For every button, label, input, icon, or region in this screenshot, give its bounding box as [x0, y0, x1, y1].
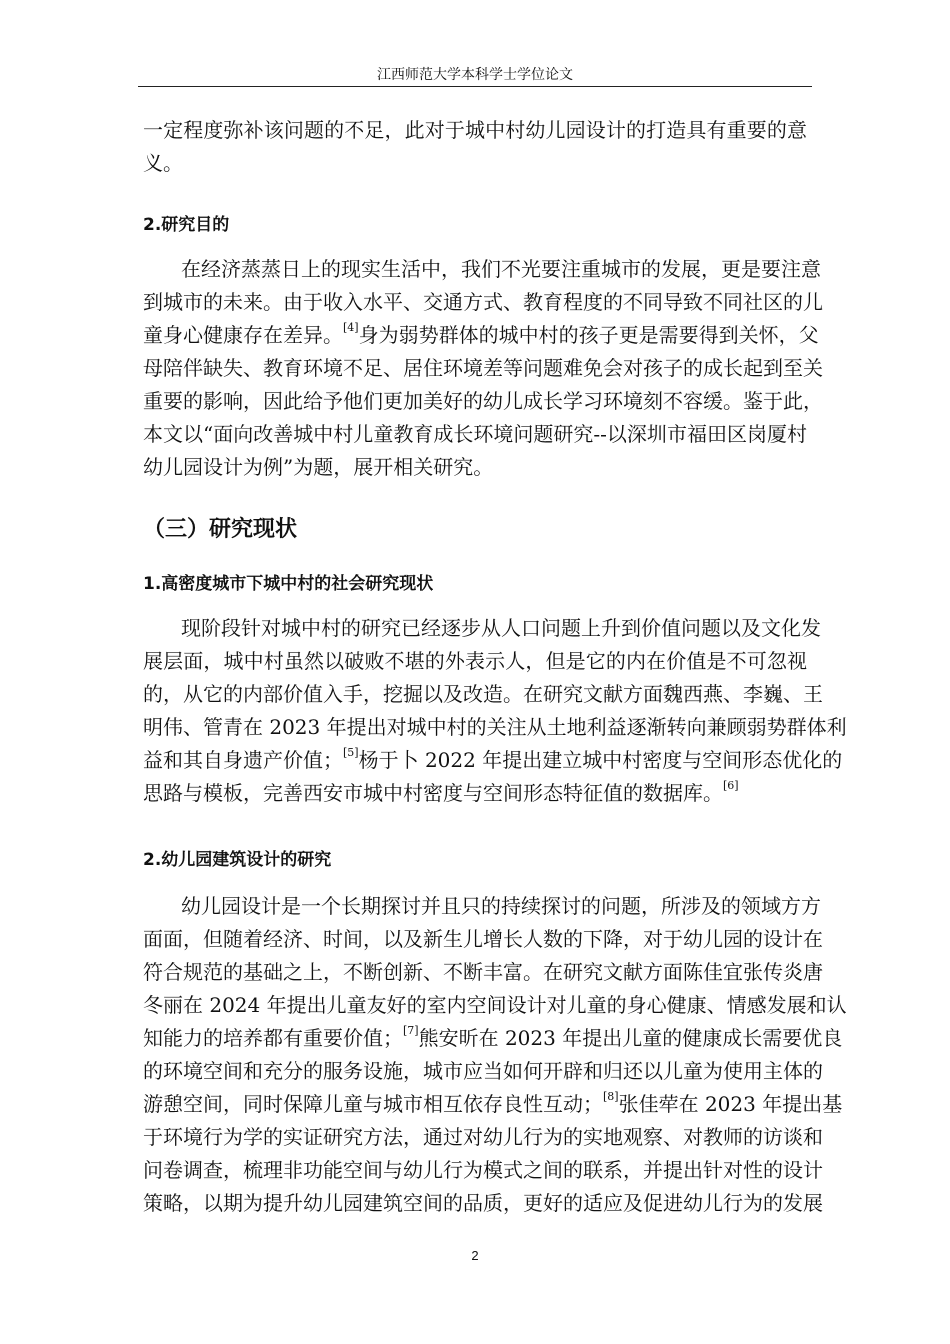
heading-research-purpose: 2.研究目的	[143, 215, 230, 235]
text-line	[143, 989, 847, 1022]
heading-social-research: 1.高密度城市下城中村的社会研究现状	[143, 574, 434, 594]
text-line	[143, 451, 807, 484]
header-rule	[138, 86, 812, 87]
text-run: 本文以“面向改善城中村儿童教育成长环境问题研究--以深圳市福田区岗厦村	[143, 422, 807, 446]
text-run: 策略，以期为提升幼儿园建筑空间的品质，更好的适应及促进幼儿行为的发展	[143, 1191, 823, 1215]
text-line	[143, 956, 823, 989]
paragraph-kindergarten-research	[143, 890, 847, 1220]
text-line	[143, 1187, 823, 1220]
heading-research-status: （三）研究现状	[143, 517, 298, 542]
text-line	[143, 418, 807, 451]
text-line	[143, 678, 823, 711]
text-run: 益和其自身遗产价值；	[143, 748, 343, 772]
text-line	[143, 385, 823, 418]
text-run: 游憩空间，同时保障儿童与城市相互依存良性互动；	[143, 1092, 603, 1116]
running-header: 江西师范大学本科学士学位论文	[377, 67, 573, 83]
text-line	[143, 711, 847, 744]
text-run: 现阶段针对城中村的研究已经逐步从人口问题上升到价值问题以及文化发	[181, 616, 821, 640]
heading-kindergarten-research: 2.幼儿园建筑设计的研究	[143, 850, 332, 870]
paragraph-continued	[143, 114, 807, 180]
text-line	[143, 890, 821, 923]
text-line	[143, 114, 807, 147]
text-line	[143, 1055, 823, 1088]
text-run: 的，从它的内部价值入手，挖掘以及改造。在研究文献方面魏西燕、李巍、王	[143, 682, 823, 706]
text-line	[143, 286, 823, 319]
text-line	[143, 352, 823, 385]
text-run: 于环境行为学的实证研究方法，通过对幼儿行为的实地观察、对教师的访谈和	[143, 1125, 823, 1149]
text-line	[143, 777, 807, 810]
text-run: 一定程度弥补该问题的不足，此对于城中村幼儿园设计的打造具有重要的意	[143, 118, 807, 142]
page-number: 2	[471, 1248, 479, 1263]
text-run: 在经济蒸蒸日上的现实生活中，我们不光要注重城市的发展，更是要注意	[181, 257, 821, 281]
citation-ref: [7]	[403, 1024, 419, 1037]
text-line	[143, 319, 819, 352]
text-run: 展层面，城中村虽然以破败不堪的外表示人，但是它的内在价值是不可忽视	[143, 649, 807, 673]
text-run: 面面，但随着经济、时间，以及新生儿增长人数的下降，对于幼儿园的设计在	[143, 927, 823, 951]
text-run: 幼儿园设计为例”为题，展开相关研究。	[143, 455, 494, 479]
text-run: 重要的影响，因此给予他们更加美好的幼儿成长学习环境刻不容缓。鉴于此，	[143, 389, 823, 413]
text-run: 童身心健康存在差异。	[143, 323, 343, 347]
text-run: 冬丽在 2024 年提出儿童友好的室内空间设计对儿童的身心健康、情感发展和认	[143, 993, 847, 1017]
text-line	[143, 645, 807, 678]
text-run: 义。	[143, 151, 183, 175]
text-run: 身为弱势群体的城中村的孩子更是需要得到关怀，父	[358, 323, 819, 347]
text-run: 母陪伴缺失、教育环境不足、居住环境差等问题难免会对孩子的成长起到至关	[143, 356, 823, 380]
citation-ref: [6]	[723, 779, 739, 792]
text-line	[143, 1121, 823, 1154]
text-run: 问卷调查，梳理非功能空间与幼儿行为模式之间的联系，并提出针对性的设计	[143, 1158, 823, 1182]
citation-ref: [8]	[603, 1090, 619, 1103]
paragraph-research-purpose	[143, 253, 823, 484]
text-line	[143, 923, 823, 956]
citation-ref: [5]	[343, 746, 359, 759]
text-line	[143, 612, 821, 645]
text-line	[143, 147, 807, 180]
text-run: 知能力的培养都有重要价值；	[143, 1026, 403, 1050]
text-line	[143, 1088, 843, 1121]
text-run: 杨于卜 2022 年提出建立城中村密度与空间形态优化的	[358, 748, 843, 772]
text-line	[143, 253, 821, 286]
text-run: 的环境空间和充分的服务设施，城市应当如何开辟和归还以儿童为使用主体的	[143, 1059, 823, 1083]
text-line	[143, 1154, 823, 1187]
text-run: 明伟、管青在 2023 年提出对城中村的关注从土地利益逐渐转向兼顾弱势群体利	[143, 715, 847, 739]
text-run: 思路与模板，完善西安市城中村密度与空间形态特征值的数据库。	[143, 781, 723, 805]
text-run: 符合规范的基础之上，不断创新、不断丰富。在研究文献方面陈佳宜张传炎唐	[143, 960, 823, 984]
text-run: 到城市的未来。由于收入水平、交通方式、教育程度的不同导致不同社区的儿	[143, 290, 823, 314]
text-line	[143, 744, 843, 777]
text-line	[143, 1022, 843, 1055]
text-run: 幼儿园设计是一个长期探讨并且只的持续探讨的问题，所涉及的领域方方	[181, 894, 821, 918]
text-run: 张佳荦在 2023 年提出基	[618, 1092, 843, 1116]
paragraph-social-research	[143, 612, 847, 810]
citation-ref: [4]	[343, 321, 359, 334]
text-run: 熊安昕在 2023 年提出儿童的健康成长需要优良	[418, 1026, 843, 1050]
